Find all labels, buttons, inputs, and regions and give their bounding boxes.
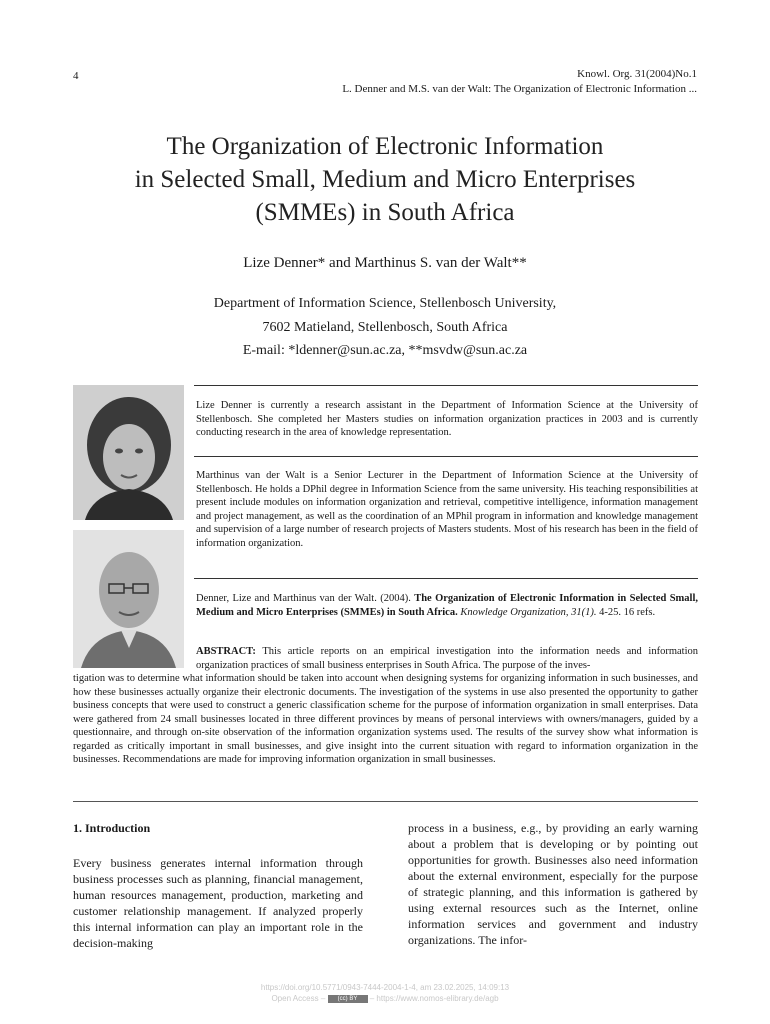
abstract-body: tigation was to determine what information should be taken into account when designing systems for organizing information in such businesses, and how these businesses actually organize their electronic documents. The investigation of the systems in use also presented the opportunity to gather business concepts that were used to construct a generic classification scheme for the purpose of information organization in small enterprises. Data were gathered from 24 small businesses located in three different provinces by means of personal interviews with owners/managers, guided by a questionnaire, and through on-site observation of the information organization systems used. The results of the survey show what information is regarded as critically important in small businesses, and give insight into the current situation with regard to information organization in the businesses. Recommendations are made for improving information organization in small businesses. (73, 673, 698, 765)
affiliation-department: Department of Information Science, Stellenbosch University, (213, 296, 557, 311)
section-heading: 1. Introduction (73, 821, 151, 835)
open-access-label: Open Access – (271, 994, 326, 1003)
abstract-first-lines: This article reports on an empirical investigation into the information needs and information organization practices of small business enterprises in South Africa. The purpose of the inves- (196, 646, 698, 671)
bio-divider (194, 385, 698, 386)
citation-journal: Knowledge Organization, 31(1). (460, 606, 597, 618)
citation-authors: Denner, Lize and Marthinus van der Walt. (2004). (196, 593, 411, 604)
intro-right-column: process in a business, e.g., by providing an early warning about a problem that is developing or by pointing out opportunities for growth. Businesses also need information about the external environment, especially for the purpose of strategic planning, and this information is gathered by using external resources such as the Internet, online information services and government and industry organizations. The infor- (408, 821, 698, 947)
authors: Lize Denner* and Marthinus S. van der Walt** (243, 255, 527, 271)
bio-van-der-walt: Marthinus van der Walt is a Senior Lecturer in the Department of Information Science at the University of Stellenbosch. He holds a DPhil degree in Information Science from the same university. His teaching responsibilities at present include modules on information organization and retrieval, competitive intelligence, information management and project management, as well as the coordination of an MPhil program in information and knowledge management and supervision of a large number of research projects of Masters students. Most of his research has been in the field of information organization. (196, 470, 698, 549)
title-line-2: in Selected Small, Medium and Micro Enterprises (134, 166, 636, 193)
page-number: 4 (73, 70, 79, 82)
title-line-3: (SMMEs) in South Africa (255, 199, 515, 226)
intro-left-column (73, 820, 363, 951)
running-head (342, 67, 697, 97)
citation-divider (194, 578, 698, 579)
citation-pages: 4-25. 16 refs. (599, 606, 656, 618)
citation (196, 592, 698, 619)
affiliation-email: E-mail: *ldenner@sun.ac.za, **msvdw@sun.ac.za (242, 343, 528, 358)
access-footer (0, 982, 770, 1004)
cc-by-icon: (cc) BY (328, 995, 368, 1003)
citation-article-title: The Organization of Electronic Information in Selected Small, Medium and Micro Enterprises (SMMEs) in South Africa. (196, 593, 698, 618)
bio-divider (194, 456, 698, 457)
title-line-1: The Organization of Electronic Information (166, 133, 604, 160)
author-photo-denner (73, 385, 184, 520)
author-photo-van-der-walt (73, 530, 184, 668)
intro-paragraph: Every business generates internal information through business processes such as planning, financial management, human resources management, production, marketing and customer relationship management. If analyzed properly this internal information can play an important role in the decision-making (73, 856, 363, 950)
affiliation (0, 292, 770, 363)
affiliation-address: 7602 Matieland, Stellenbosch, South Africa (262, 319, 508, 335)
short-title: L. Denner and M.S. van der Walt: The Organization of Electronic Information ... (342, 83, 697, 95)
terms-link[interactable]: – https://www.nomos-elibrary.de/agb (369, 994, 499, 1003)
article-title (0, 130, 770, 229)
journal-reference: Knowl. Org. 31(2004)No.1 (577, 68, 697, 80)
abstract-opening (196, 645, 698, 672)
doi-line[interactable]: https://doi.org/10.5771/0943-7444-2004-1-4, am 23.02.2025, 14:09:13 (260, 983, 510, 992)
bio-denner: Lize Denner is currently a research assistant in the Department of Information Science at the University of Stellenbosch. She completed her Masters studies on information organization practices in 2003 and is currently conducting research in the area of knowledge representation. (196, 400, 698, 438)
license-line (0, 993, 770, 1004)
abstract-label: ABSTRACT: (196, 646, 256, 657)
section-divider (73, 801, 698, 802)
